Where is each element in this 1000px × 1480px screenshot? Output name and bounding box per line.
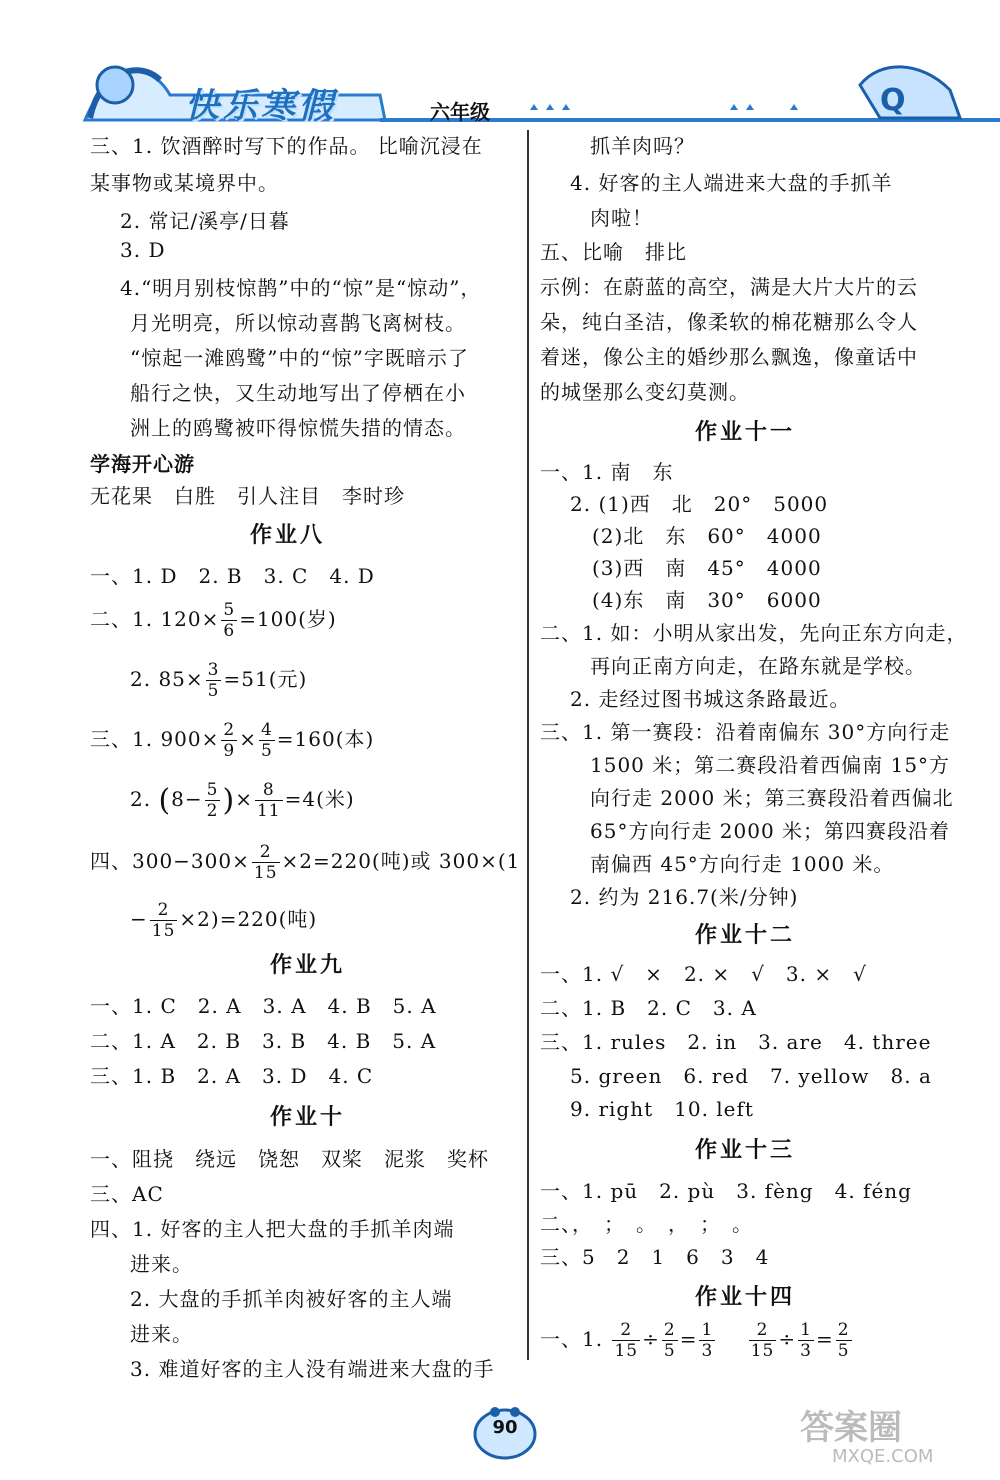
answer-line: 三、1. 饮酒醉时写下的作品。 比喻沉浸在 [90, 134, 483, 158]
math-text: 三、1. 900× [90, 727, 220, 751]
fraction [662, 1320, 678, 1361]
math-text: =51(元) [223, 667, 308, 691]
answer-line: 二、1. 如：小明从家出发，先向正东方向走， [540, 621, 968, 645]
math-text: 四、300−300× [90, 849, 250, 873]
answer-line: 某事物或某境界中。 [90, 171, 279, 195]
answer-line: 进来。 [130, 1322, 193, 1346]
denominator: 5 [207, 681, 220, 701]
section-title-hw12: 作业十二 [695, 923, 796, 948]
answer-line: 着迷，像公主的婚纱那么飘逸，像童话中 [540, 345, 918, 369]
answer-line: 进来。 [130, 1252, 193, 1276]
math-line [90, 600, 337, 641]
game-answers: 无花果 白胜 引人注目 李时珍 [90, 484, 405, 508]
answer-line: 月光明亮，所以惊动喜鹊飞离树枝。 [130, 311, 466, 335]
denominator: 2 [206, 801, 219, 821]
game-title: 学海开心游 [90, 452, 195, 476]
fraction [221, 600, 237, 641]
denominator: 5 [837, 1341, 850, 1361]
answer-line: 2. 走经过图书城这条路最近。 [570, 687, 851, 711]
math-line [90, 842, 520, 883]
denominator: 15 [151, 921, 176, 941]
fraction [798, 1320, 814, 1361]
answer-line: 肉啦！ [590, 206, 653, 230]
answer-line: (2)北 东 60° 4000 [592, 524, 822, 548]
answer-line: 一、1. C 2. A 3. A 4. B 5. A [90, 994, 437, 1018]
fraction [612, 1320, 640, 1361]
header-decoration [0, 0, 1000, 140]
fraction [150, 900, 178, 941]
math-text: ×2)=220(吨) [179, 907, 318, 931]
svg-text:Q: Q [880, 83, 906, 118]
answer-line: 一、1. D 2. B 3. C 4. D [90, 564, 375, 588]
answer-line: 一、1. √ × 2. × √ 3. × √ [540, 962, 867, 986]
fraction [836, 1320, 852, 1361]
numerator: 4 [260, 720, 273, 740]
answer-line: 5. green 6. red 7. yellow 8. a [570, 1064, 932, 1088]
grade-label: 六年级 [430, 100, 490, 124]
page-header [0, 0, 1000, 140]
answer-line: 3. 难道好客的主人没有端进来大盘的手 [130, 1357, 495, 1381]
answer-line: 船行之快，又生动地写出了停栖在小 [130, 381, 466, 405]
answer-line: 洲上的鸥鹭被吓得惊慌失措的情态。 [130, 416, 466, 440]
answer-line: 1500 米；第二赛段沿着西偏南 15°方 [590, 753, 951, 777]
answer-line: 2. 大盘的手抓羊肉被好客的主人端 [130, 1287, 453, 1311]
answer-line: 3. D [120, 238, 166, 262]
numerator: 2 [612, 1320, 640, 1341]
numerator: 2 [837, 1320, 850, 1340]
answer-line: 再向正南方向走，在路东就是学校。 [590, 654, 926, 678]
answer-line: 三、5 2 1 6 3 4 [540, 1245, 770, 1269]
denominator: 11 [256, 801, 281, 821]
denominator: 15 [253, 863, 278, 883]
section-title-hw10: 作业十 [270, 1105, 346, 1130]
answer-line: 抓羊肉吗？ [590, 134, 695, 158]
denominator: 9 [223, 741, 236, 761]
answer-line: 三、1. 第一赛段：沿着南偏东 30°方向行走 [540, 720, 951, 744]
answer-line: 2. 常记/溪亭/日暮 [120, 209, 290, 233]
answer-line: 三、1. B 2. A 3. D 4. C [90, 1064, 374, 1088]
math-text: 2. [130, 787, 159, 811]
denominator: 5 [663, 1341, 676, 1361]
numerator: 1 [701, 1320, 714, 1340]
brand-title: 快乐寒假 [185, 86, 337, 126]
fraction [255, 780, 283, 821]
numerator: 5 [206, 780, 219, 800]
numerator: 2 [223, 720, 236, 740]
numerator: 8 [255, 780, 283, 801]
answer-line: 南偏西 45°方向行走 1000 米。 [590, 852, 895, 876]
answer-line: 四、1. 好客的主人把大盘的手抓羊肉端 [90, 1217, 455, 1241]
math-text: =4(米) [284, 787, 355, 811]
denominator: 15 [750, 1341, 775, 1361]
fraction [221, 720, 237, 761]
watermark-logo: 答案圈 [800, 1408, 902, 1448]
math-line: − $\frac{2}{15}$ ×2)=220(吨) [130, 900, 318, 941]
answer-line: 2. 约为 216.7(米/分钟) [570, 885, 799, 909]
denominator: 5 [260, 741, 273, 761]
answer-line: 向行走 2000 米；第三赛段沿着西偏北 [590, 786, 954, 810]
answer-line: 示例：在蔚蓝的高空，满是大片大片的云 [540, 275, 918, 299]
math-text: 2. 85× [130, 667, 204, 691]
numerator: 2 [150, 900, 178, 921]
answer-line: 三、AC [90, 1182, 164, 1206]
numerator: 3 [207, 660, 220, 680]
numerator: 2 [749, 1320, 777, 1341]
section-title-hw14: 作业十四 [695, 1285, 796, 1310]
answer-line: 一、1. pū 2. pù 3. fèng 4. féng [540, 1179, 912, 1203]
denominator: 15 [614, 1341, 639, 1361]
answer-line: 一、1. 南 东 [540, 460, 674, 484]
math-text: =160(本) [276, 727, 375, 751]
fraction [206, 660, 222, 701]
answer-line: 二、1. B 2. C 3. A [540, 996, 757, 1020]
page-number: 90 [492, 1417, 518, 1438]
numerator: 1 [800, 1320, 812, 1340]
answer-line: 三、1. rules 2. in 3. are 4. three [540, 1030, 932, 1054]
answer-line: 4. 好客的主人端进来大盘的手抓羊 [570, 171, 893, 195]
answer-line: 9. right 10. left [570, 1097, 754, 1121]
watermark-url: MXQE.COM [832, 1446, 934, 1467]
math-text: 一、1. [540, 1327, 604, 1351]
section-title-hw8: 作业八 [250, 523, 326, 548]
section-title-hw9: 作业九 [270, 953, 346, 978]
answer-line: 4.“明月别枝惊鹊”中的“惊”是“惊动”， [120, 276, 482, 300]
math-line: 三、1. 900× $\frac{2}{9}$ × $\frac{4}{5}$ =160(本) [90, 720, 375, 761]
fraction [252, 842, 280, 883]
fraction [205, 780, 221, 821]
numerator: 2 [252, 842, 280, 863]
math-text: =100(岁) [239, 607, 337, 631]
math-text: 8− [171, 787, 203, 811]
denominator: 3 [701, 1341, 714, 1361]
fraction [259, 720, 275, 761]
answer-line: 的城堡那么变幻莫测。 [540, 380, 750, 404]
numerator: 5 [223, 600, 236, 620]
section-title-hw13: 作业十三 [695, 1138, 796, 1163]
math-line: 2. (8− $\frac{5}{2}$ )× $\frac{8}{11}$ =4(米) [130, 780, 355, 821]
math-line [130, 660, 307, 701]
answer-line: (4)东 南 30° 6000 [592, 588, 822, 612]
fraction [699, 1320, 715, 1361]
answer-line: 一、阻挠 绕远 饶恕 双桨 泥浆 奖杯 [90, 1147, 489, 1171]
answer-line: 朵，纯白圣洁，像柔软的棉花糖那么令人 [540, 310, 918, 334]
math-text: ×2=220(吨)或 300×(1 [281, 849, 521, 873]
section-title-hw11: 作业十一 [695, 420, 796, 445]
answer-line: 二、， ； 。 ， ； 。 [540, 1212, 753, 1236]
answer-line: “惊起一滩鸥鹭”中的“惊”字既暗示了 [130, 346, 469, 370]
column-divider [527, 130, 529, 1360]
fraction [749, 1320, 777, 1361]
denominator: 3 [800, 1341, 812, 1361]
denominator: 6 [223, 621, 236, 641]
answer-line: 2. (1)西 北 20° 5000 [570, 492, 829, 516]
math-text: 二、1. 120× [90, 607, 220, 631]
answer-line: 五、比喻 排比 [540, 240, 687, 264]
answer-line: 65°方向行走 2000 米；第四赛段沿着 [590, 819, 951, 843]
math-line: 一、1. $\frac{2}{15}$ ÷ $\frac{2}{5}$ = $\frac{1}{3}$ $\frac{2}{15}$ ÷ $\frac{1}{3}$ = $\frac{2}{5}$ [540, 1320, 850, 1361]
numerator: 2 [663, 1320, 676, 1340]
answer-line: 二、1. A 2. B 3. B 4. B 5. A [90, 1029, 437, 1053]
answer-line: (3)西 南 45° 4000 [592, 556, 822, 580]
